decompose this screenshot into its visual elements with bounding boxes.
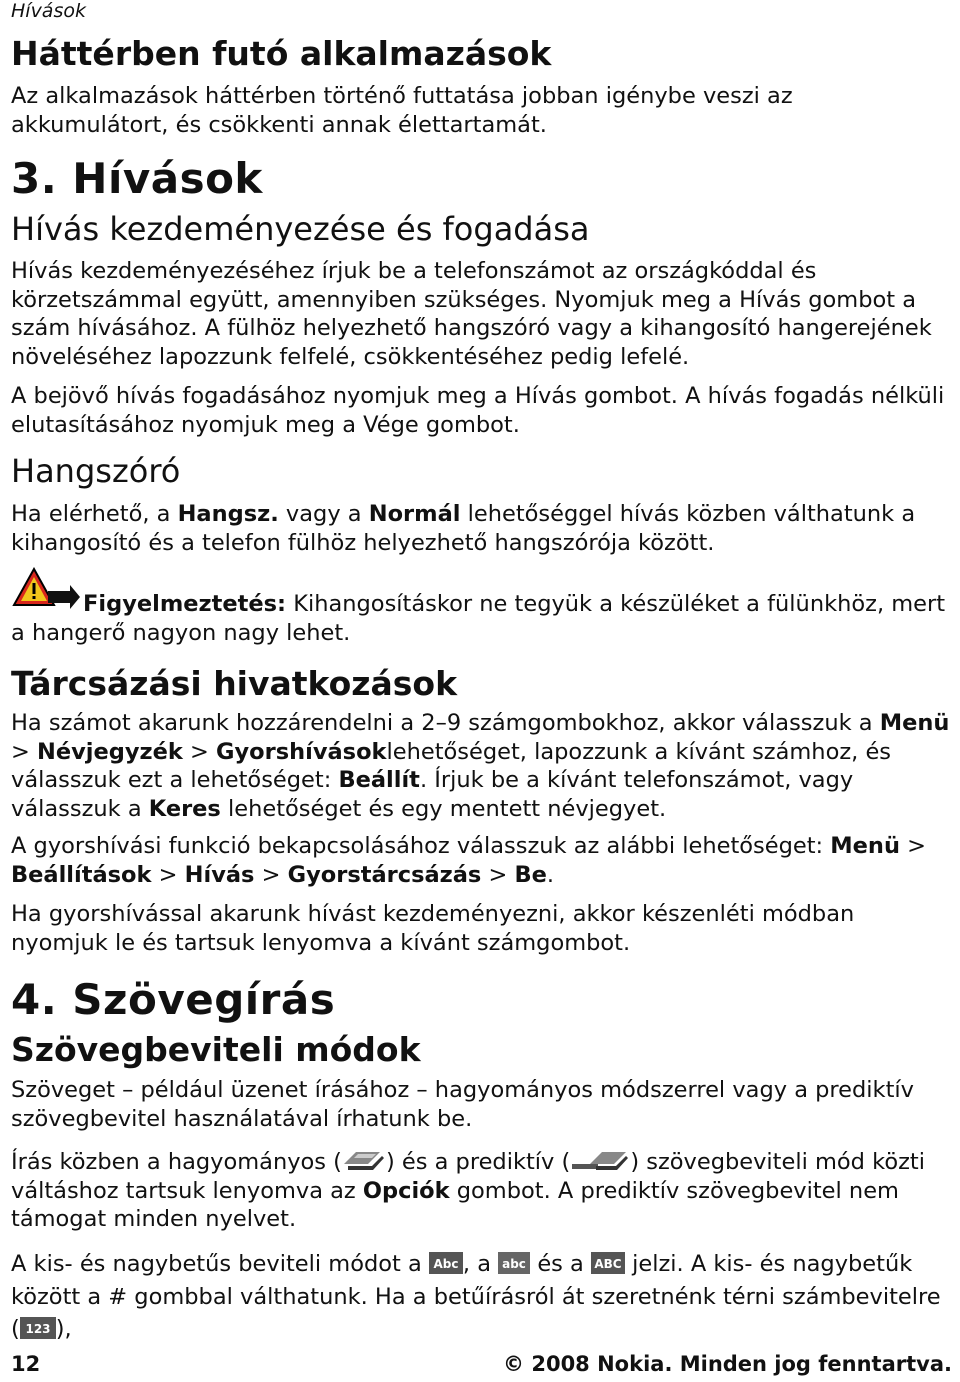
make-call-paragraph: Hívás kezdeményezéséhez írjuk be a telefonszámot az országkóddal és körzetszámmal együtt, amennyiben szükséges. Nyomjuk meg a Hívás gombot a szám hívásához. A fülhöz helyezhető hangszóró vagy a kihangosító hangerejének növeléséhez lapozzunk felfelé, csökkentéséhez pedig lefelé. [11,258,932,370]
number-mode-icon [20,1317,56,1339]
loudspeaker-paragraph: Ha elérhető, a Hangsz. vagy a Normál lehetőséggel hívás közben válthatunk a kihangosító és a telefon fülhöz helyezhető hangszórója között. [11,501,916,556]
input-modes-paragraph-3: A kis- és nagybetűs beviteli módot a Abc , a abc és a ABC jelzi. A kis- és nagybetűk között a # gombbal válthatunk. Ha a betűírásról át szeretnénk térni számbevitelre ( 123 ), [11,1251,941,1342]
running-head: Hívások [11,0,86,22]
speed-dial-paragraph-3: Ha gyorshívással akarunk hívást kezdeményezni, akkor készenléti módban nyomjuk le és tartsuk lenyomva a kívánt számgombot. [11,901,855,956]
svg-text:123: 123 [25,1322,51,1336]
input-modes-paragraph-1: Szöveget – például üzenet írásához – hagyományos módszerrel vagy a prediktív szövegbevitel használatával írhatunk be. [11,1077,914,1132]
uppercase-icon [591,1252,625,1274]
answer-call-paragraph: A bejövő hívás fogadásához nyomjuk meg a Hívás gombot. A hívás fogadás nélküli elutasításához nyomjuk meg a Vége gombot. [11,383,945,438]
background-apps-text: Az alkalmazások háttérben történő futtatása jobban igénybe veszi az akkumulátort, és csökkenti annak élettartamát. [11,83,793,138]
chapter-title-calls: 3. Hívások [11,154,263,203]
predictive-input-icon [570,1148,630,1172]
lowercase-icon [498,1252,530,1274]
section-heading-make-answer: Hívás kezdeményezése és fogadása [11,210,590,248]
page-number: 12 [11,1352,41,1376]
speed-dial-paragraph-1: Ha számot akarunk hozzárendelni a 2–9 számgombokhoz, akkor válasszuk a Menü > Névjegyzék > Gyorshívásoklehetőséget, lapozzunk a kívánt számhoz, és válasszuk ezt a lehetőséget: Beállít. Írjuk be a kívánt telefonszámot, vagy válasszuk a Keres lehetőséget és egy mentett névjegyet. [11,710,950,822]
copyright: © 2008 Nokia. Minden jog fenntartva. [503,1352,952,1376]
chapter-title-writing: 4. Szövegírás [11,975,336,1024]
traditional-input-icon [342,1148,386,1172]
section-heading-input-modes: Szövegbeviteli módok [11,1030,421,1069]
sentence-case-icon [429,1252,463,1274]
svg-text:ABC: ABC [594,1257,622,1271]
section-heading-background-apps: Háttérben futó alkalmazások [11,34,552,73]
speed-dial-paragraph-2: A gyorshívási funkció bekapcsolásához válasszuk az alábbi lehetőséget: Menü > Beállítások > Hívás > Gyorstárcsázás > Be. [11,833,926,888]
section-heading-loudspeaker: Hangszóró [11,452,181,490]
warning-paragraph: Figyelmeztetés: Kihangosításkor ne tegyük a készüléket a fülünkhöz, mert a hangerő nagyon nagy lehet. [11,591,946,646]
section-heading-speed-dial: Tárcsázási hivatkozások [11,664,458,703]
svg-text:Abc: Abc [433,1257,459,1271]
svg-text:abc: abc [502,1257,527,1271]
input-modes-paragraph-2: Írás közben a hagyományos ( ) és a prediktív ( ) szövegbeviteli mód közti váltáshoz tartsuk lenyomva az Opciók gombot. A prediktív szövegbevitel nem támogat minden nyelvet. [11,1149,925,1232]
